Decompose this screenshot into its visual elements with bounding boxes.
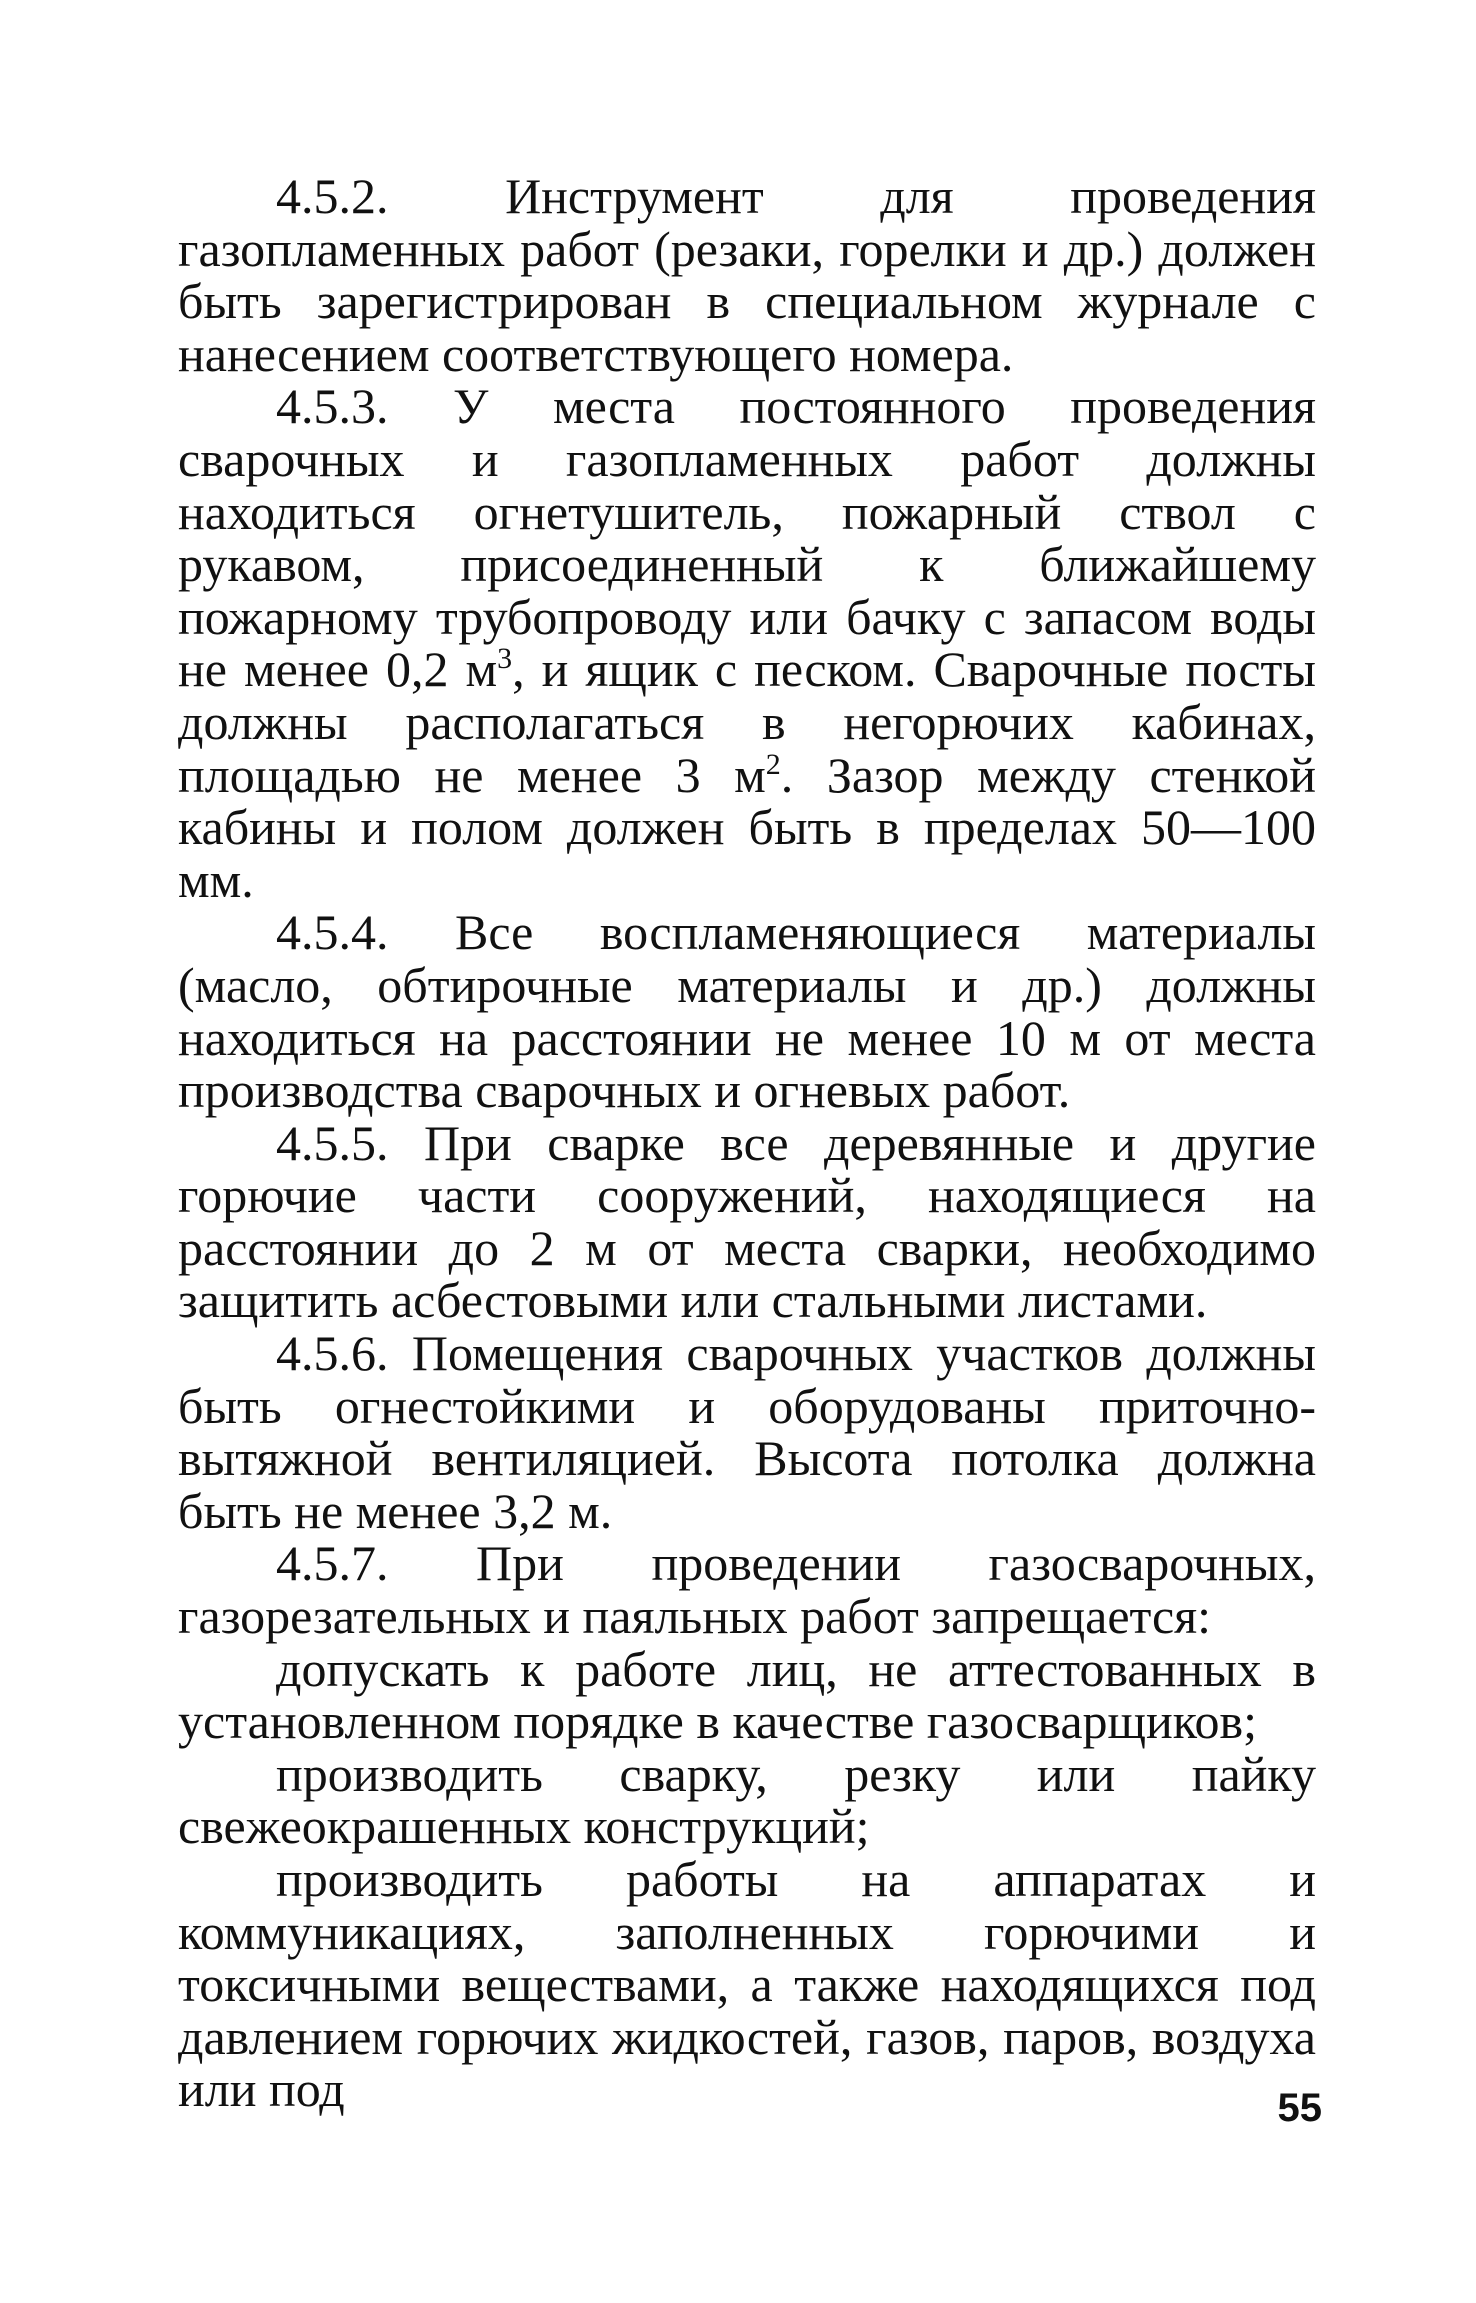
body-text	[178, 170, 1316, 2116]
list-item: производить сварку, резку или пайку свежеокрашенных конструкций;	[178, 1745, 1316, 1855]
list-item: производить работы на аппаратах и коммуникациях, заполненных горючими и токсичными веществами, а также находящихся под давлением горючих жидкостей, газов, паров, воздуха или под	[178, 1851, 1316, 2118]
paragraph-4-5-2: 4.5.2. Инструмент для проведения газопламенных работ (резаки, горелки и др.) должен быть зарегистрирован в специальном журнале с нанесением соответствующего номера.	[178, 168, 1316, 382]
superscript-square: 2	[765, 747, 781, 781]
paragraph-4-5-5: 4.5.5. При сварке все деревянные и другие горючие части сооружений, находящиеся на расстоянии до 2 м от места сварки, необходимо защитить асбестовыми или стальными листами.	[178, 1114, 1316, 1329]
paragraph-4-5-7: 4.5.7. При проведении газосварочных, газорезательных и паяльных работ запрещается:	[178, 1535, 1316, 1645]
paragraph-4-5-3-part-2: , и ящик с песком. Сварочные посты должны располагаться в негорючих кабинах, площадью не менее 3 м	[178, 641, 1316, 803]
paragraph-4-5-3	[178, 380, 1316, 906]
page-number: 55	[1277, 2086, 1322, 2130]
paragraph-4-5-3-part-1: 4.5.3. У места постоянного проведения сварочных и газопламенных работ должны находиться огнетушитель, пожарный ствол с рукавом, присоединенный к ближайшему пожарному трубопроводу или бачку с запасом воды не менее 0,2 м	[178, 378, 1316, 698]
paragraph-4-5-6: 4.5.6. Помещения сварочных участков должны быть огнестойкими и оборудованы приточно-вытяжной вентиляцией. Высота потолка должна быть не менее 3,2 м.	[178, 1325, 1316, 1539]
list-item: допускать к работе лиц, не аттестованных в установленном порядке в качестве газосварщиков;	[178, 1640, 1316, 1750]
paragraph-4-5-3-part-3: . Зазор между стенкой кабины и полом должен быть в пределах 50—100 мм.	[178, 746, 1316, 908]
paragraph-4-5-4: 4.5.4. Все воспламеняющиеся материалы (масло, обтирочные материалы и др.) должны находиться на расстоянии не менее 10 м от места производства сварочных и огневых работ.	[178, 904, 1316, 1119]
superscript-cubic: 3	[497, 642, 513, 676]
